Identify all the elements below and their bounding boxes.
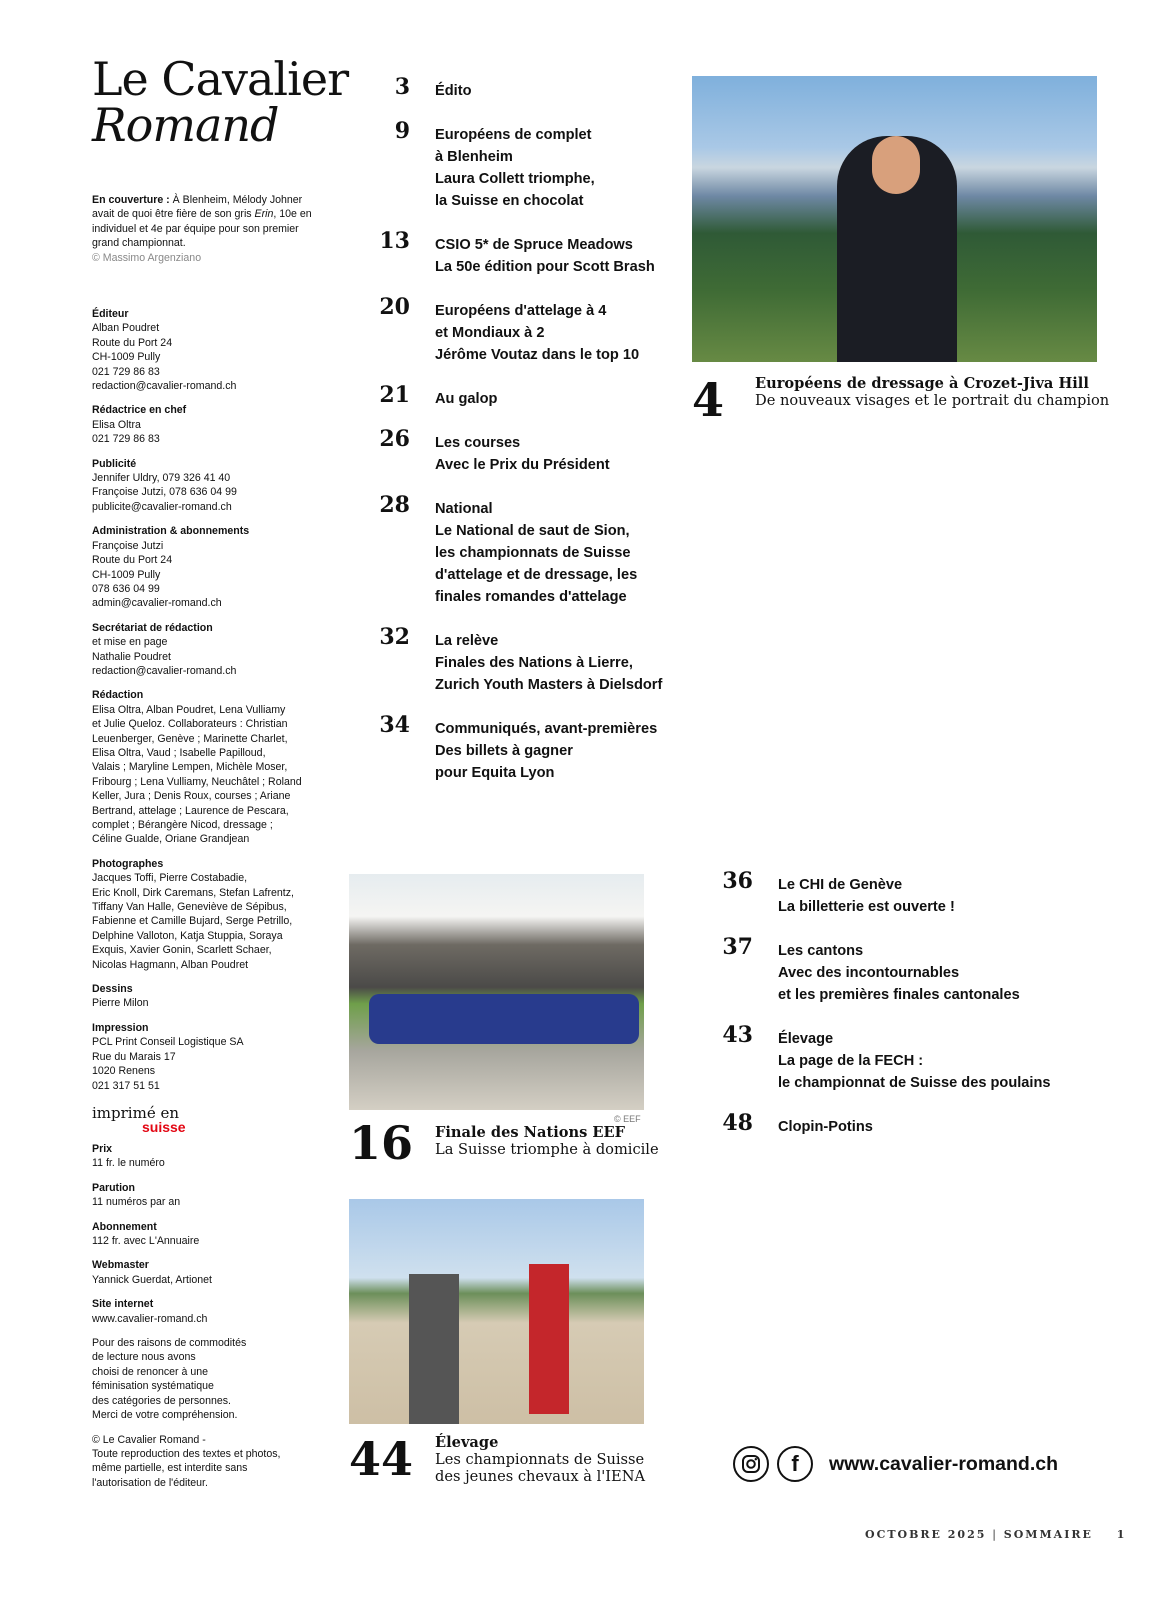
feature-nations-final[interactable]: 16 Finale des Nations EEF La Suisse triomphe à domicile — [349, 1116, 659, 1170]
notice-line: Merci de votre compréhension. — [92, 1409, 238, 1422]
masthead-line: 078 636 04 99 — [92, 582, 160, 595]
masthead-line: 021 729 86 83 — [92, 433, 160, 446]
toc-entry[interactable] — [350, 426, 662, 476]
toc-subtitle: le championnat de Suisse des poulains — [778, 1075, 1051, 1091]
masthead-heading: Prix — [92, 1143, 113, 1155]
toc-page-number: 13 — [379, 228, 410, 254]
copyright — [92, 1433, 317, 1491]
masthead-block — [92, 621, 317, 679]
toc-subtitle: la Suisse en chocolat — [435, 193, 584, 209]
toc-subtitle: Avec le Prix du Président — [435, 457, 610, 473]
website-link[interactable]: www.cavalier-romand.ch — [829, 1452, 1059, 1475]
masthead-line: Leuenberger, Genève ; Marinette Charlet, — [92, 732, 288, 745]
nations-final-photo — [349, 874, 644, 1110]
masthead-heading: Dessins — [92, 983, 133, 996]
social-links — [733, 1446, 1058, 1482]
toc-entry[interactable] — [350, 712, 662, 784]
masthead-block — [92, 1021, 317, 1093]
masthead-block — [92, 403, 317, 446]
masthead-block — [92, 1181, 317, 1210]
toc-title: Élevage — [778, 1031, 834, 1047]
copyright-line: l'autorisation de l'éditeur. — [92, 1476, 208, 1489]
masthead-line: Tiffany Van Halle, Geneviève de Sépibus, — [92, 901, 287, 914]
toc-page-number: 32 — [379, 624, 410, 650]
toc-page-number: 26 — [379, 426, 410, 452]
toc-page-number: 48 — [722, 1110, 753, 1136]
toc-title: CSIO 5* de Spruce Meadows — [435, 237, 633, 253]
page-number: 1 — [1116, 1528, 1127, 1541]
masthead-line: et Julie Queloz. Collaborateurs : Christian — [92, 718, 288, 731]
toc-title: Les cantons — [778, 943, 864, 959]
masthead-line: Françoise Jutzi — [92, 539, 164, 552]
toc-title: Européens d'attelage à 4 — [435, 303, 607, 319]
toc-subtitle: Laura Collett triomphe, — [435, 171, 595, 187]
toc-entry[interactable] — [693, 1022, 1051, 1094]
masthead-line: admin@cavalier-romand.ch — [92, 597, 222, 610]
masthead-line: publicite@cavalier-romand.ch — [92, 500, 232, 513]
toc-entry[interactable] — [350, 492, 662, 608]
masthead-line: Bertrand, attelage ; Laurence de Pescara, — [92, 804, 289, 817]
instagram-icon[interactable] — [733, 1446, 769, 1482]
masthead-line: 11 numéros par an — [92, 1196, 181, 1209]
toc-subtitle: Zurich Youth Masters à Dielsdorf — [435, 677, 663, 693]
masthead-block — [92, 857, 317, 972]
masthead-line: CH-1009 Pully — [92, 351, 161, 364]
masthead-line: Delphine Valloton, Katja Stuppia, Soraya — [92, 929, 283, 942]
toc-subtitle: La 50e édition pour Scott Brash — [435, 259, 655, 275]
masthead-line: 112 fr. avec L'Annuaire — [92, 1235, 200, 1248]
toc-subtitle: La billetterie est ouverte ! — [778, 899, 955, 915]
toc-page-number: 36 — [722, 868, 753, 894]
notice — [92, 1336, 317, 1422]
toc-title: La relève — [435, 633, 499, 649]
notice-line: féminisation systématique — [92, 1380, 214, 1393]
copyright-line: Toute reproduction des textes et photos, — [92, 1447, 281, 1460]
cover-caption: En couverture : À Blenheim, Mélody Johner avait de quoi être fière de son gris Erin, 10e en individuel et 4e par équipe pour son premier grand championnat. © Massimo Argenziano — [92, 193, 317, 265]
masthead-line: Yannick Guerdat, Artionet — [92, 1273, 212, 1286]
masthead-line: complet ; Bérangère Nicod, dressage ; — [92, 819, 273, 831]
toc-entry[interactable] — [350, 118, 662, 212]
notice-line: des catégories de personnes. — [92, 1394, 231, 1407]
masthead-line: Elisa Oltra — [92, 418, 141, 431]
masthead-line: Elisa Oltra, Alban Poudret, Lena Vulliamy — [92, 703, 286, 716]
masthead-bottom — [92, 1104, 317, 1500]
toc-subtitle: et les premières finales cantonales — [778, 987, 1020, 1003]
toc-page-number: 21 — [379, 382, 410, 408]
masthead-line: www.cavalier-romand.ch — [92, 1312, 208, 1325]
masthead — [92, 307, 317, 1103]
toc-title: Les courses — [435, 435, 521, 451]
toc-title: Clopin-Potins — [778, 1119, 873, 1135]
masthead-line: Pierre Milon — [92, 997, 149, 1010]
toc-title: Communiqués, avant-premières — [435, 721, 658, 737]
notice-line: de lecture nous avons — [92, 1351, 196, 1364]
masthead-line: Céline Gualde, Oriane Grandjean — [92, 833, 250, 846]
toc-entry[interactable] — [350, 228, 662, 278]
masthead-line: Jennifer Uldry, 079 326 41 40 — [92, 472, 231, 485]
toc-subtitle: finales romandes d'attelage — [435, 589, 627, 605]
toc-entry[interactable] — [350, 294, 662, 366]
masthead-block — [92, 1220, 317, 1249]
masthead-line: 1020 Renens — [92, 1065, 156, 1078]
masthead-block — [92, 688, 317, 846]
toc-entry[interactable] — [693, 934, 1051, 1006]
toc-title: Au galop — [435, 391, 498, 407]
masthead-line: Keller, Jura ; Denis Roux, courses ; Ariane — [92, 790, 291, 803]
masthead-heading: Photographes — [92, 857, 164, 870]
toc-page-number: 37 — [722, 934, 753, 960]
masthead-line: Rue du Marais 17 — [92, 1050, 176, 1063]
masthead-line: et mise en page — [92, 636, 168, 649]
masthead-heading: Abonnement — [92, 1220, 157, 1233]
imprime-en-suisse-logo: imprimé en suisse — [92, 1104, 186, 1135]
masthead-heading: Webmaster — [92, 1259, 149, 1272]
toc-subtitle: et Mondiaux à 2 — [435, 325, 545, 341]
toc-entry[interactable] — [350, 624, 663, 696]
masthead-line: Fabienne et Camille Bujard, Serge Petrillo, — [92, 915, 293, 928]
masthead-line: Nicolas Hagmann, Alban Poudret — [92, 958, 249, 971]
masthead-block — [92, 524, 317, 610]
masthead-line: Eric Knoll, Dirk Caremans, Stefan Lafrentz, — [92, 886, 294, 899]
toc-entry[interactable] — [693, 868, 1051, 918]
cover-credit: © Massimo Argenziano — [92, 251, 202, 264]
masthead-line: 11 fr. le numéro — [92, 1157, 165, 1170]
feature-breeding[interactable]: 44 Élevage Les championnats de Suisse des jeunes chevaux à l'IENA — [349, 1432, 645, 1486]
masthead-heading: Site internet — [92, 1298, 154, 1311]
toc-page-number: 3 — [394, 74, 410, 100]
toc-subtitle: d'attelage et de dressage, les — [435, 567, 638, 583]
toc-main — [350, 74, 663, 806]
masthead-line: Route du Port 24 — [92, 336, 173, 349]
toc-subtitle: Finales des Nations à Lierre, — [435, 655, 633, 671]
toc-right — [693, 868, 1051, 1160]
magazine-logo: Le Cavalier Romand — [92, 52, 349, 152]
masthead-line: Fribourg ; Lena Vulliamy, Neuchâtel ; Roland — [92, 775, 302, 788]
masthead-line: Jacques Toffi, Pierre Costabadie, — [92, 872, 248, 885]
masthead-line: Route du Port 24 — [92, 554, 173, 567]
masthead-block — [92, 1297, 317, 1326]
masthead-block — [92, 982, 317, 1011]
toc-page-number: 9 — [394, 118, 410, 144]
page-footer: OCTOBRE 2025 | SOMMAIRE 1 — [865, 1528, 1127, 1541]
toc-title: National — [435, 501, 493, 517]
copyright-line: © Le Cavalier Romand - — [92, 1433, 206, 1446]
toc-subtitle: Le National de saut de Sion, — [435, 523, 630, 539]
copyright-line: même partielle, est interdite sans — [92, 1462, 248, 1475]
masthead-heading: Parution — [92, 1181, 135, 1194]
toc-subtitle: les championnats de Suisse — [435, 545, 631, 561]
toc-title: Le CHI de Genève — [778, 877, 903, 893]
masthead-line: Exquis, Xavier Gonin, Scarlett Schaer, — [92, 944, 272, 957]
masthead-line: 021 317 51 51 — [92, 1079, 160, 1092]
masthead-line: CH-1009 Pully — [92, 568, 161, 581]
masthead-block — [92, 1142, 317, 1171]
masthead-heading: Impression — [92, 1021, 149, 1034]
masthead-heading: Rédaction — [92, 689, 144, 702]
toc-entry[interactable] — [350, 382, 662, 410]
toc-subtitle: Jérôme Voutaz dans le top 10 — [435, 347, 640, 363]
masthead-line: PCL Print Conseil Logistique SA — [92, 1036, 244, 1049]
notice-line: choisi de renoncer à une — [92, 1365, 209, 1378]
breeding-championship-photo — [349, 1199, 644, 1424]
masthead-heading: Rédactrice en chef — [92, 404, 187, 417]
toc-page-number: 43 — [722, 1022, 753, 1048]
masthead-line: Elisa Oltra, Vaud ; Isabelle Papilloud, — [92, 746, 266, 759]
facebook-icon[interactable]: f — [777, 1446, 813, 1482]
masthead-heading: Administration & abonnements — [92, 525, 250, 538]
masthead-line: Alban Poudret — [92, 322, 160, 335]
toc-title: Européens de complet — [435, 127, 592, 143]
masthead-line: Valais ; Maryline Lempen, Michèle Moser, — [92, 761, 288, 774]
toc-subtitle: Des billets à gagner — [435, 743, 573, 759]
toc-page-number: 28 — [379, 492, 410, 518]
masthead-block — [92, 307, 317, 393]
toc-subtitle: Avec des incontournables — [778, 965, 960, 981]
masthead-block — [92, 1258, 317, 1287]
toc-page-number: 20 — [379, 294, 410, 320]
masthead-heading: Secrétariat de rédaction — [92, 621, 213, 634]
feature-dressage[interactable]: 4 Européens de dressage à Crozet-Jiva Hill De nouveaux visages et le portrait du champion — [692, 373, 1110, 427]
toc-entry[interactable] — [350, 74, 662, 102]
photo-credit: © EEF — [614, 1114, 641, 1124]
masthead-line: redaction@cavalier-romand.ch — [92, 380, 237, 393]
masthead-line: redaction@cavalier-romand.ch — [92, 664, 237, 677]
toc-entry[interactable] — [693, 1110, 1051, 1138]
toc-title: Édito — [435, 83, 472, 99]
notice-line: Pour des raisons de commodités — [92, 1337, 247, 1350]
masthead-line: Nathalie Poudret — [92, 650, 171, 663]
dressage-champion-photo — [692, 76, 1097, 362]
masthead-line: 021 729 86 83 — [92, 365, 160, 378]
toc-subtitle: à Blenheim — [435, 149, 513, 165]
toc-page-number: 34 — [379, 712, 410, 738]
toc-subtitle: pour Equita Lyon — [435, 765, 555, 781]
masthead-line: Françoise Jutzi, 078 636 04 99 — [92, 486, 237, 499]
masthead-block — [92, 457, 317, 515]
masthead-heading: Publicité — [92, 457, 137, 470]
masthead-heading: Éditeur — [92, 308, 129, 320]
toc-subtitle: La page de la FECH : — [778, 1053, 924, 1069]
